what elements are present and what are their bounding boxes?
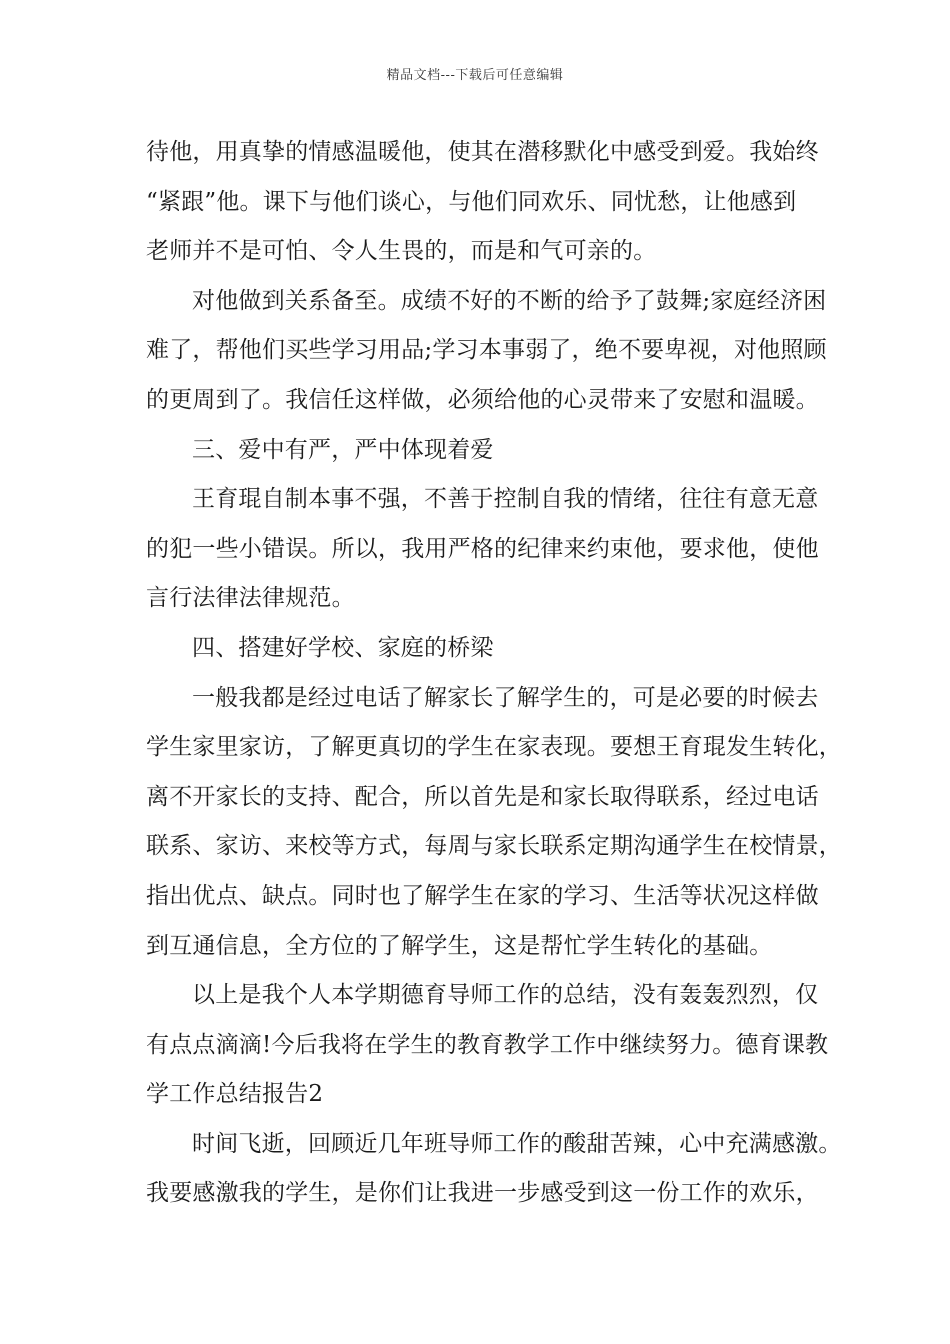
text-line: 难了，帮他们买些学习用品;学习本事弱了，绝不要卑视，对他照顾 — [146, 337, 827, 364]
section-heading: 四、搭建好学校、家庭的桥梁 — [192, 634, 494, 661]
text-line: 一般我都是经过电话了解家长了解学生的，可是必要的时候去 — [192, 684, 819, 711]
text-line: 待他，用真挚的情感温暖他，使其在潜移默化中感受到爱。我始终 — [146, 139, 819, 165]
text-line: 到互通信息，全方位的了解学生，这是帮忙学生转化的基础。 — [146, 932, 773, 959]
text-line: 老师并不是可怕、令人生畏的，而是和气可亲的。 — [146, 238, 657, 265]
text-line: 的犯一些小错误。所以，我用严格的纪律来约束他，要求他，使他 — [146, 535, 819, 562]
text-line: 言行法律法律规范。 — [146, 585, 355, 612]
text-line: 有点点滴滴!今后我将在学生的教育教学工作中继续努力。德育课教 — [146, 1031, 829, 1058]
text-line: 联系、家访、来校等方式，每周与家长联系定期沟通学生在校情景， — [146, 833, 842, 860]
text-line: 时间飞逝，回顾近几年班导师工作的酸甜苦辣，心中充满感激。 — [192, 1130, 842, 1157]
section-heading: 三、爱中有严，严中体现着爱 — [192, 436, 494, 463]
text-line: 指出优点、缺点。同时也了解学生在家的学习、生活等状况这样做 — [146, 882, 819, 909]
text-line: 学生家里家访，了解更真切的学生在家表现。要想王育琨发生转化， — [146, 734, 842, 761]
text-line: “紧跟”他。课下与他们谈心，与他们同欢乐、同忧愁，让他感到 — [146, 188, 797, 215]
page-header: 精品文档---下载后可任意编辑 — [386, 68, 564, 83]
text-line: 的更周到了。我信任这样做，必须给他的心灵带来了安慰和温暖。 — [146, 386, 819, 413]
text-line: 王育琨自制本事不强，不善于控制自我的情绪，往往有意无意 — [192, 486, 819, 513]
document-body — [146, 132, 842, 1223]
text-line: 对他做到关系备至。成绩不好的不断的给予了鼓舞;家庭经济困 — [192, 287, 827, 314]
text-line: 学工作总结报告2 — [146, 1081, 324, 1108]
text-line: 我要感激我的学生，是你们让我进一步感受到这一份工作的欢乐， — [146, 1180, 819, 1207]
text-line: 以上是我个人本学期德育导师工作的总结，没有轰轰烈烈，仅 — [192, 982, 819, 1009]
text-line: 离不开家长的支持、配合，所以首先是和家长取得联系，经过电话 — [146, 783, 819, 810]
